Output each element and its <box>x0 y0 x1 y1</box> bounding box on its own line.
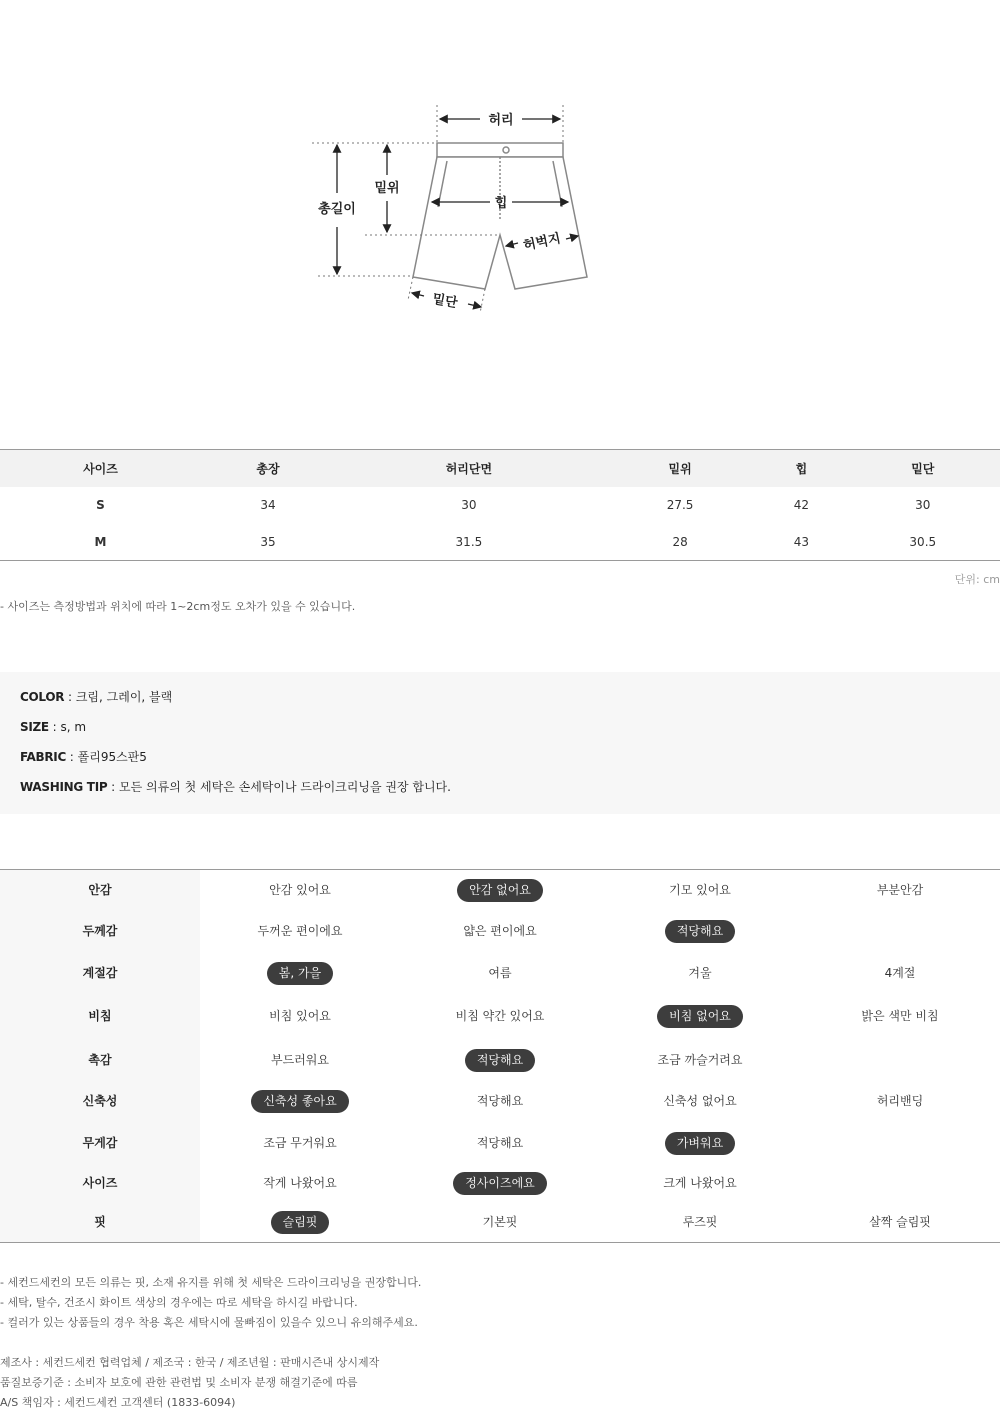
feel-option: 얇은 편이에요 <box>463 924 537 938</box>
feel-option: 안감 있어요 <box>269 882 331 897</box>
feel-option-cell <box>600 1165 800 1203</box>
feel-row-label: 촉감 <box>0 1040 200 1081</box>
cell: 30 <box>915 498 931 512</box>
total-length-label: 총길이 <box>318 202 356 217</box>
care-note: - 컬러가 있는 상품들의 경우 착용 혹은 세탁시에 물빠짐이 있을수 있으니 유의해주세요. <box>0 1316 418 1329</box>
feel-option: 살짝 슬림핏 <box>869 1214 931 1229</box>
measurement-diagram <box>300 95 600 325</box>
feel-row-label: 신축성 <box>0 1081 200 1123</box>
feel-row-label: 무게감 <box>0 1123 200 1165</box>
cell: 30.5 <box>846 524 1000 561</box>
cell: 43 <box>757 524 845 561</box>
feel-option: 허리밴딩 <box>876 1094 924 1108</box>
header-rise: 밑위 <box>603 450 757 487</box>
feel-option-cell <box>800 1123 1000 1165</box>
feel-option-cell <box>600 870 800 911</box>
product-info-box <box>0 672 1000 814</box>
maker-info <box>0 1353 379 1412</box>
feel-option-cell <box>600 953 800 994</box>
feel-option-cell <box>600 911 800 953</box>
feel-row-label: 사이즈 <box>0 1165 200 1203</box>
feel-option: 부분안감 <box>876 882 924 897</box>
feel-option-cell <box>200 1203 400 1243</box>
feel-option-cell <box>600 994 800 1040</box>
care-note: - 세컨드세컨의 모든 의류는 핏, 소재 유지를 위해 첫 세탁은 드라이크리닝을 권장합니다. <box>0 1276 422 1289</box>
unit-label: 단위: cm <box>954 573 1000 586</box>
feel-option-cell <box>400 1123 600 1165</box>
feel-option: 적당해요 <box>476 1136 524 1150</box>
size-note: - 사이즈는 측정방법과 위치에 따라 1~2cm정도 오차가 있을 수 있습니다. <box>0 600 356 613</box>
fabric-feel-table <box>0 869 1000 1243</box>
feel-option: 부드러워요 <box>271 1052 329 1067</box>
cell: 35 <box>201 524 335 561</box>
info-color: COLOR : 크림, 그레이, 블랙 <box>20 690 173 704</box>
shorts-outline <box>413 143 587 289</box>
cell: M <box>0 524 201 561</box>
hem-label: 밑단 <box>431 291 459 312</box>
cell: 42 <box>793 498 810 512</box>
feel-option: 두꺼운 편이에요 <box>257 924 343 938</box>
selected-option-badge: 신축성 좋아요 <box>251 1090 348 1113</box>
feel-option: 비침 있어요 <box>269 1009 331 1023</box>
feel-row-label: 두께감 <box>0 911 200 953</box>
info-size: SIZE : s, m <box>20 720 87 734</box>
feel-row <box>0 1123 1000 1165</box>
feel-row <box>0 1040 1000 1081</box>
cell: S <box>96 498 105 512</box>
feel-option-cell <box>800 953 1000 994</box>
feel-option-cell <box>600 1123 800 1165</box>
selected-option-badge: 안감 없어요 <box>457 879 543 902</box>
cell: 31.5 <box>335 524 603 561</box>
feel-row <box>0 1203 1000 1243</box>
feel-option-cell <box>200 1040 400 1081</box>
feel-option-cell <box>600 1203 800 1243</box>
feel-option-cell <box>600 1040 800 1081</box>
cell: 34 <box>260 498 276 512</box>
feel-row <box>0 953 1000 994</box>
feel-option-cell <box>400 994 600 1040</box>
selected-option-badge: 적당해요 <box>665 920 735 943</box>
feel-row-label: 안감 <box>0 870 200 911</box>
feel-option: 밝은 색만 비침 <box>861 1009 939 1023</box>
header-size: 사이즈 <box>0 450 201 487</box>
selected-option-badge: 봄, 가을 <box>267 962 333 985</box>
feel-option: 신축성 없어요 <box>663 1094 737 1108</box>
feel-option-cell <box>200 994 400 1040</box>
cell: 30 <box>461 498 477 512</box>
selected-option-badge: 적당해요 <box>465 1049 535 1072</box>
cell: 28 <box>603 524 757 561</box>
selected-option-badge: 비침 없어요 <box>657 1005 743 1028</box>
feel-option-cell <box>200 1081 400 1123</box>
feel-option-cell <box>400 1040 600 1081</box>
feel-option: 크게 나왔어요 <box>663 1176 737 1190</box>
feel-option-cell <box>200 953 400 994</box>
feel-option-cell <box>600 1081 800 1123</box>
feel-option-cell <box>800 1203 1000 1243</box>
selected-option-badge: 정사이즈에요 <box>453 1172 547 1195</box>
maker-line: 제조사 : 세컨드세컨 협력업체 / 제조국 : 한국 / 제조년월 : 판매시즌내 상시제작 <box>0 1356 380 1369</box>
feel-option-cell <box>400 953 600 994</box>
feel-row <box>0 994 1000 1040</box>
feel-option: 여름 <box>488 965 512 980</box>
feel-option: 4계절 <box>884 965 916 980</box>
table-row <box>0 487 1000 524</box>
header-waist: 허리단면 <box>335 450 603 487</box>
feel-option-cell <box>400 870 600 911</box>
feel-option-cell <box>800 1165 1000 1203</box>
info-fabric: FABRIC : 폴리95스판5 <box>20 750 147 764</box>
feel-row <box>0 870 1000 911</box>
feel-option-cell <box>400 1081 600 1123</box>
feel-option-cell <box>200 1165 400 1203</box>
size-table-header <box>0 450 1000 487</box>
feel-option-cell <box>400 1203 600 1243</box>
feel-option-cell <box>800 994 1000 1040</box>
feel-row <box>0 1165 1000 1203</box>
feel-row <box>0 911 1000 953</box>
feel-option-cell <box>200 1123 400 1165</box>
feel-option: 조금 무거워요 <box>263 1136 337 1150</box>
feel-row-label: 비침 <box>0 994 200 1040</box>
feel-row-label: 핏 <box>0 1203 200 1243</box>
size-table <box>0 449 1000 561</box>
feel-option: 조금 까슬거려요 <box>657 1052 743 1067</box>
header-hip: 힙 <box>757 450 845 487</box>
feel-option: 비침 약간 있어요 <box>455 1009 545 1023</box>
feel-option: 적당해요 <box>476 1094 524 1108</box>
feel-option: 작게 나왔어요 <box>263 1176 337 1190</box>
feel-option-cell <box>200 911 400 953</box>
feel-option: 겨울 <box>688 965 712 980</box>
feel-option: 루즈핏 <box>682 1214 718 1229</box>
table-row <box>0 524 1000 561</box>
feel-option: 기본핏 <box>482 1214 518 1229</box>
thigh-label: 허벅지 <box>522 231 563 254</box>
feel-option-cell <box>800 1040 1000 1081</box>
waist-label: 허리 <box>488 113 514 128</box>
selected-option-badge: 슬림핏 <box>271 1211 330 1234</box>
feel-option-cell <box>200 870 400 911</box>
feel-option-cell <box>800 911 1000 953</box>
rise-label: 밑위 <box>374 181 400 196</box>
header-hem: 밑단 <box>846 450 1000 487</box>
feel-option-cell <box>400 1165 600 1203</box>
feel-option-cell <box>400 911 600 953</box>
hip-label: 힙 <box>494 196 508 211</box>
cell: 27.5 <box>666 498 694 512</box>
maker-line: A/S 책임자 : 세컨드세컨 고객센터 (1833-6094) <box>0 1396 236 1409</box>
feel-row-label: 계절감 <box>0 953 200 994</box>
care-note: - 세탁, 탈수, 건조시 화이트 색상의 경우에는 따로 세탁을 하시길 바랍니다. <box>0 1296 358 1309</box>
feel-option: 기모 있어요 <box>669 882 731 897</box>
info-washing-tip: WASHING TIP : 모든 의류의 첫 세탁은 손세탁이나 드라이크리닝을 권장 합니다. <box>20 780 451 794</box>
care-notes <box>0 1273 421 1333</box>
feel-option-cell <box>800 1081 1000 1123</box>
header-total-length: 총장 <box>201 450 335 487</box>
maker-line: 품질보증기준 : 소비자 보호에 관한 관련법 및 소비자 분쟁 해결기준에 따름 <box>0 1376 358 1389</box>
feel-option-cell <box>800 870 1000 911</box>
feel-row <box>0 1081 1000 1123</box>
selected-option-badge: 가벼워요 <box>665 1132 735 1155</box>
